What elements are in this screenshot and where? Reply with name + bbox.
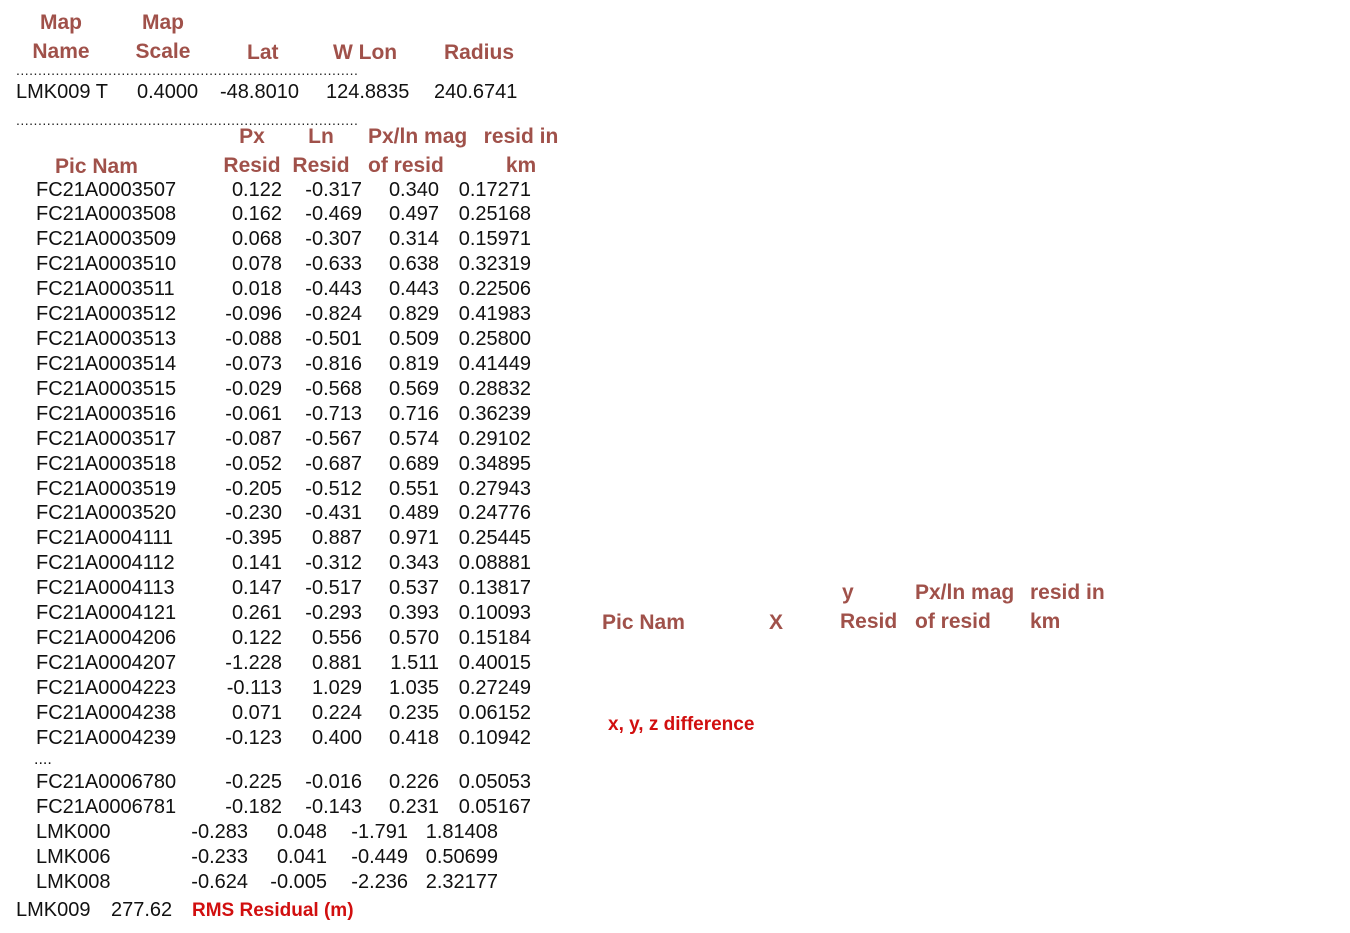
table-row: [0, 527, 560, 552]
cell-name: FC21A0004112: [36, 552, 175, 575]
cell-km: 0.08881: [458, 552, 531, 575]
cell-ln: -0.317: [305, 178, 362, 201]
cell-px: -0.205: [225, 477, 282, 500]
cell-y: -0.005: [270, 871, 327, 893]
cell-px: -1.228: [225, 651, 282, 674]
cell-x: -0.233: [191, 846, 248, 868]
cell-km: 1.81408: [425, 821, 498, 843]
cell-px: 0.141: [231, 552, 282, 575]
cell-px: 0.122: [231, 627, 282, 650]
cell-mag: 0.537: [388, 577, 439, 600]
cell-km: 0.27249: [458, 676, 531, 699]
cell-mag: 0.829: [388, 303, 439, 326]
cell-ln: -0.713: [305, 402, 362, 425]
cell-km: 0.22506: [458, 278, 531, 301]
table-row: [0, 403, 560, 428]
cell-km: 0.50699: [425, 846, 498, 868]
cell-km: 0.27943: [458, 477, 531, 500]
cell-px: -0.073: [225, 352, 282, 375]
legend-y-resid-line1: y: [842, 581, 854, 604]
landmark-row: [0, 821, 560, 846]
cell-mag: 1.511: [390, 651, 439, 674]
cell-y: 0.048: [276, 821, 327, 843]
cell-km: 0.15184: [458, 627, 531, 650]
cell-name: FC21A0006781: [36, 796, 177, 818]
cell-name: FC21A0003515: [36, 377, 177, 400]
cell-name: FC21A0003512: [36, 303, 177, 326]
table-row: [0, 278, 560, 303]
cell-ln: -0.816: [305, 352, 362, 375]
cell-ln: -0.687: [305, 452, 362, 475]
table-row: [0, 303, 560, 328]
cell-km: 0.34895: [458, 452, 531, 475]
cell-km: 0.36239: [458, 402, 531, 425]
cell-name: FC21A0003508: [36, 203, 177, 226]
cell-km: 0.17271: [458, 178, 531, 201]
pic-header-ln-line1: Ln: [308, 125, 334, 148]
cell-px: -0.052: [225, 452, 282, 475]
cell-ln: -0.307: [305, 228, 362, 251]
legend-km-line2: km: [1030, 610, 1061, 633]
cell-name: FC21A0006780: [36, 771, 177, 793]
footer-value: 277.62: [111, 899, 173, 921]
cell-km: 0.13817: [458, 577, 531, 600]
cell-km: 0.10093: [458, 602, 531, 625]
cell-name: FC21A0003514: [36, 352, 177, 375]
legend-mag-line1: Px/ln mag: [915, 581, 1015, 604]
pic-header-mag-line1: Px/ln mag: [368, 125, 468, 148]
cell-km: 0.05167: [458, 796, 531, 818]
cell-px: -0.029: [225, 377, 282, 400]
col-map-name-line1: Map: [40, 11, 82, 34]
pic-header-px-line1: Px: [239, 125, 265, 148]
pic-header-name: Pic Nam: [55, 155, 138, 178]
cell-name: FC21A0003519: [36, 477, 177, 500]
cell-z: -1.791: [351, 821, 408, 843]
cell-ln: -0.016: [305, 771, 362, 793]
cell-px: -0.230: [225, 502, 282, 525]
col-map-scale: [130, 8, 196, 66]
cell-name: FC21A0003507: [36, 178, 177, 201]
pic-header-km: [482, 122, 560, 180]
cell-name: FC21A0003520: [36, 502, 177, 525]
legend-km: [1030, 578, 1105, 636]
cell-mag: 0.971: [388, 527, 439, 550]
cell-name: FC21A0004238: [36, 701, 177, 724]
cell-ln: -0.517: [305, 577, 362, 600]
map-row-wlon: 124.8835: [326, 81, 410, 103]
footer-label: RMS Residual (m): [192, 900, 354, 921]
cell-px: -0.182: [225, 796, 282, 818]
cell-mag: 0.819: [388, 352, 439, 375]
pic-header-ln: [291, 122, 351, 180]
cell-ln: -0.143: [305, 796, 362, 818]
cell-mag: 0.570: [388, 627, 439, 650]
col-wlon: W Lon: [333, 41, 398, 64]
legend-mag: [915, 578, 1014, 636]
cell-mag: 0.340: [388, 178, 439, 201]
cell-x: -0.624: [191, 871, 248, 893]
legend-pic-nam: Pic Nam: [602, 611, 685, 634]
cell-ln: -0.431: [305, 502, 362, 525]
cell-mag: 1.035: [388, 676, 439, 699]
cell-mag: 0.418: [388, 726, 439, 749]
cell-km: 0.28832: [458, 377, 531, 400]
pic-header-px: [222, 122, 282, 180]
cell-px: 0.071: [231, 701, 282, 724]
cell-km: 0.29102: [458, 427, 531, 450]
cell-px: -0.113: [226, 676, 282, 699]
cell-ln: 0.887: [311, 527, 362, 550]
table-row: [0, 453, 560, 478]
cell-name: LMK000: [36, 821, 111, 843]
cell-ln: -0.633: [305, 253, 362, 276]
cell-ln: -0.567: [305, 427, 362, 450]
table-row: [0, 677, 560, 702]
cell-name: FC21A0004223: [36, 676, 177, 699]
cell-z: -0.449: [351, 846, 408, 868]
cell-name: FC21A0003509: [36, 228, 177, 251]
cell-mag: 0.551: [388, 477, 439, 500]
cell-px: 0.162: [231, 203, 282, 226]
cell-km: 2.32177: [425, 871, 498, 893]
cell-name: LMK006: [36, 846, 111, 868]
table-row: [0, 253, 560, 278]
separator-top: ..............................................................................: [16, 62, 359, 78]
cell-ln: -0.312: [305, 552, 362, 575]
cell-mag: 0.574: [388, 427, 439, 450]
pic-header-km-line2: km: [505, 154, 537, 177]
cell-y: 0.041: [276, 846, 327, 868]
cell-km: 0.10942: [458, 726, 531, 749]
table-row: [0, 228, 560, 253]
cell-px: -0.395: [225, 527, 282, 550]
cell-name: FC21A0004111: [36, 527, 174, 550]
pic-header-ln-line2: Resid: [292, 154, 350, 177]
map-row-radius: 240.6741: [434, 81, 518, 103]
table-row: [0, 203, 560, 228]
map-row-scale: 0.4000: [137, 81, 199, 103]
ellipsis: ....: [34, 751, 52, 768]
cell-km: 0.25445: [458, 527, 531, 550]
cell-mag: 0.489: [388, 502, 439, 525]
cell-ln: 1.029: [311, 676, 362, 699]
cell-km: 0.41983: [458, 303, 531, 326]
pic-header-km-line1: resid in: [483, 125, 559, 148]
col-map-scale-line1: Map: [142, 11, 184, 34]
cell-ln: -0.501: [305, 328, 362, 351]
landmark-row: [0, 871, 560, 896]
cell-ln: -0.293: [305, 602, 362, 625]
legend-mag-line2: of resid: [915, 610, 991, 633]
cell-px: 0.261: [231, 602, 282, 625]
cell-km: 0.32319: [458, 253, 531, 276]
cell-ln: 0.400: [311, 726, 362, 749]
cell-name: FC21A0003518: [36, 452, 177, 475]
table-row: [0, 727, 560, 752]
legend-y-resid: [840, 578, 897, 636]
footer-name: LMK009: [16, 899, 91, 921]
table-row: [0, 502, 560, 527]
table-row: [0, 353, 560, 378]
cell-px: 0.122: [231, 178, 282, 201]
cell-mag: 0.689: [388, 452, 439, 475]
cell-ln: 0.556: [311, 627, 362, 650]
cell-km: 0.05053: [458, 771, 531, 793]
cell-name: FC21A0004207: [36, 651, 177, 674]
table-row: [0, 428, 560, 453]
cell-px: -0.225: [225, 771, 282, 793]
cell-px: -0.088: [225, 328, 282, 351]
cell-mag: 0.716: [388, 402, 439, 425]
cell-name: FC21A0004121: [36, 602, 177, 625]
pic-header-mag: [368, 122, 467, 180]
cell-mag: 0.569: [388, 377, 439, 400]
cell-name: FC21A0003517: [36, 427, 177, 450]
cell-px: 0.068: [231, 228, 282, 251]
cell-km: 0.24776: [458, 502, 531, 525]
cell-px: 0.078: [231, 253, 282, 276]
col-radius: Radius: [444, 41, 515, 64]
cell-mag: 0.443: [388, 278, 439, 301]
cell-ln: -0.469: [305, 203, 362, 226]
cell-ln: 0.881: [311, 651, 362, 674]
cell-ln: -0.512: [305, 477, 362, 500]
table-row: [0, 652, 560, 677]
legend-xyz-note: x, y, z difference: [608, 714, 755, 735]
landmark-row: [0, 846, 560, 871]
cell-px: 0.018: [231, 278, 282, 301]
cell-name: FC21A0003511: [36, 278, 175, 301]
col-map-name-line2: Name: [32, 40, 90, 63]
cell-km: 0.40015: [458, 651, 531, 674]
table-row: [0, 771, 560, 796]
col-map-scale-line2: Scale: [135, 40, 191, 63]
map-row-lat: -48.8010: [220, 81, 299, 103]
map-row-name: LMK009 T: [16, 81, 108, 103]
cell-mag: 0.509: [388, 328, 439, 351]
cell-px: -0.087: [225, 427, 282, 450]
cell-z: -2.236: [351, 871, 408, 893]
cell-mag: 0.638: [388, 253, 439, 276]
cell-mag: 0.226: [388, 771, 439, 793]
cell-name: FC21A0003510: [36, 253, 177, 276]
cell-km: 0.15971: [458, 228, 531, 251]
cell-km: 0.25168: [458, 203, 531, 226]
table-row: [0, 602, 560, 627]
pic-header-px-line2: Resid: [223, 154, 281, 177]
legend-km-line1: resid in: [1030, 581, 1105, 604]
cell-name: FC21A0004206: [36, 627, 177, 650]
cell-ln: -0.443: [305, 278, 362, 301]
pic-header-mag-line2: of resid: [368, 154, 444, 177]
table-row: [0, 627, 560, 652]
cell-km: 0.41449: [458, 352, 531, 375]
cell-km: 0.06152: [458, 701, 531, 724]
table-row: [0, 796, 560, 821]
cell-mag: 0.497: [388, 203, 439, 226]
cell-name: FC21A0004239: [36, 726, 177, 749]
cell-km: 0.25800: [458, 328, 531, 351]
table-row: [0, 478, 560, 503]
table-row: [0, 577, 560, 602]
cell-px: 0.147: [231, 577, 282, 600]
cell-px: -0.096: [225, 303, 282, 326]
cell-name: FC21A0004113: [36, 577, 175, 600]
cell-ln: -0.824: [305, 303, 362, 326]
cell-mag: 0.314: [388, 228, 439, 251]
cell-ln: -0.568: [305, 377, 362, 400]
cell-name: FC21A0003513: [36, 328, 177, 351]
cell-name: FC21A0003516: [36, 402, 177, 425]
legend-y-resid-line2: Resid: [840, 610, 898, 633]
cell-mag: 0.231: [388, 796, 439, 818]
cell-mag: 0.235: [388, 701, 439, 724]
table-row: [0, 552, 560, 577]
col-map-name: [28, 8, 94, 66]
table-row: [0, 378, 560, 403]
cell-name: LMK008: [36, 871, 111, 893]
table-row: [0, 702, 560, 727]
cell-mag: 0.393: [388, 602, 439, 625]
cell-x: -0.283: [191, 821, 248, 843]
cell-mag: 0.343: [388, 552, 439, 575]
cell-px: -0.123: [225, 726, 282, 749]
table-row: [0, 328, 560, 353]
col-lat: Lat: [247, 41, 279, 64]
cell-ln: 0.224: [311, 701, 362, 724]
table-row: [0, 179, 560, 204]
separator-bottom: ..............................................................................: [16, 112, 359, 128]
legend-x: X: [769, 611, 784, 634]
cell-px: -0.061: [225, 402, 282, 425]
